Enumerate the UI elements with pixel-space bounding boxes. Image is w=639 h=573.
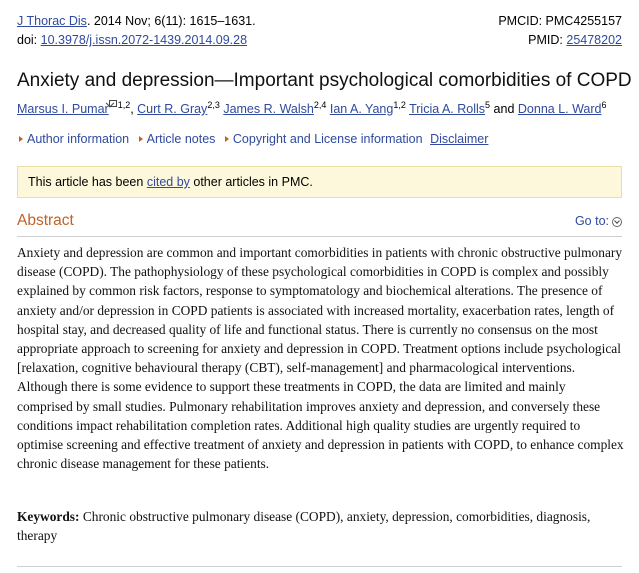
author-affiliation: 1,2 [117,100,131,110]
author-link[interactable]: Curt R. Gray [137,102,208,116]
notice-suffix: other articles in PMC. [189,175,313,189]
chevron-down-circle-icon[interactable] [612,217,622,227]
citation-right [498,12,622,50]
issue-info: . 2014 Nov; 6(11): 1615–1631. [86,14,256,28]
article-notes-toggle[interactable] [137,132,216,146]
abstract-heading: Abstract [17,212,74,229]
triangle-bullet-icon [139,136,143,142]
cited-by-notice [17,166,622,198]
triangle-bullet-icon [225,136,229,142]
author-link[interactable]: James R. Walsh [223,102,314,116]
author-information-label: Author information [27,132,130,146]
triangle-bullet-icon [19,136,23,142]
goto-label: Go to: [574,214,609,228]
disclaimer-link[interactable]: Disclaimer [430,132,489,146]
article-title: Anxiety and depression—Important psychological comorbidities of COPD [17,70,632,91]
copyright-toggle[interactable] [223,132,423,146]
author-information-toggle[interactable] [17,132,129,146]
author-affiliation: 6 [601,100,607,110]
keywords-list: Chronic obstructive pulmonary disease (COPD), anxiety, depression, comorbidities, diagnosis, therapy [17,509,591,544]
abstract-header [17,212,622,237]
author-link[interactable]: Tricia A. Rolls [409,102,486,116]
article-notes-label: Article notes [146,132,216,146]
author-list: Marsus I. Pumar $^{1,2}$, Curt R. Gray$^{2,3}$ James R. Walsh$^{2,4}$ Ian A. Yang$^{1,2}$ Tricia A. Rolls$^5$ and Donna L. Ward$^6$ [17,100,607,116]
author-link[interactable]: Donna L. Ward [517,102,602,116]
keywords [17,507,624,545]
pmid-label: PMID: [528,33,567,47]
abstract-text: Anxiety and depression are common and important comorbidities in patients with chronic obstructive pulmonary disease (COPD). The pathophysiology of these psychological comorbidities in COPD is complex and possibly explained by common risk factors, response to symptomatology and biochemical alterations. The presence of anxiety and/or depression in COPD patients is associated with increased mortality, exacerbation rates, length of hospital stay, and decreased quality of life and functional status. There is currently no consensus on the most appropriate approach to screening for anxiety and depression in COPD. Treatment options include psychological [relaxation, cognitive behavioural therapy (CBT), self-management] and pharmacological interventions. Although there is some evidence to support these treatments in COPD, the data are limited and mainly comprised by small studies. Pulmonary rehabilitation improves anxiety and depression, and conversely these conditions impact rehabilitation completion rates. Additional high quality studies are urgently required to optimise screening and effective treatment of anxiety and depression in patients with COPD, to enhance complex chronic disease management for these patients. [17,245,624,472]
author-affiliation: 2,4 [313,100,327,110]
article-info-links [17,132,488,146]
citation-left [17,12,256,50]
notice-prefix: This article has been [28,175,147,189]
copyright-label: Copyright and License information [232,132,423,146]
authors-and: and [493,102,515,116]
keywords-label: Keywords: [17,509,80,524]
journal-link[interactable]: J Thorac Dis [17,14,87,28]
doi-label: doi: [17,33,41,47]
cited-by-link[interactable]: cited by [146,175,190,189]
author-affiliation: 2,3 [207,100,220,110]
doi-link[interactable]: 10.3978/j.issn.2072-1439.2014.09.28 [40,33,248,47]
envelope-icon[interactable] [109,100,117,107]
goto-menu[interactable] [575,214,622,228]
author-affiliation: 1,2 [393,100,406,110]
author-link[interactable]: Marsus I. Pumar [17,102,109,116]
author-affiliation: 5 [485,100,491,110]
pmid-link[interactable]: 25478202 [566,33,622,47]
pmcid: PMCID: PMC4255157 [498,14,622,28]
section-divider [17,566,622,567]
author-link[interactable]: Ian A. Yang [329,102,394,116]
